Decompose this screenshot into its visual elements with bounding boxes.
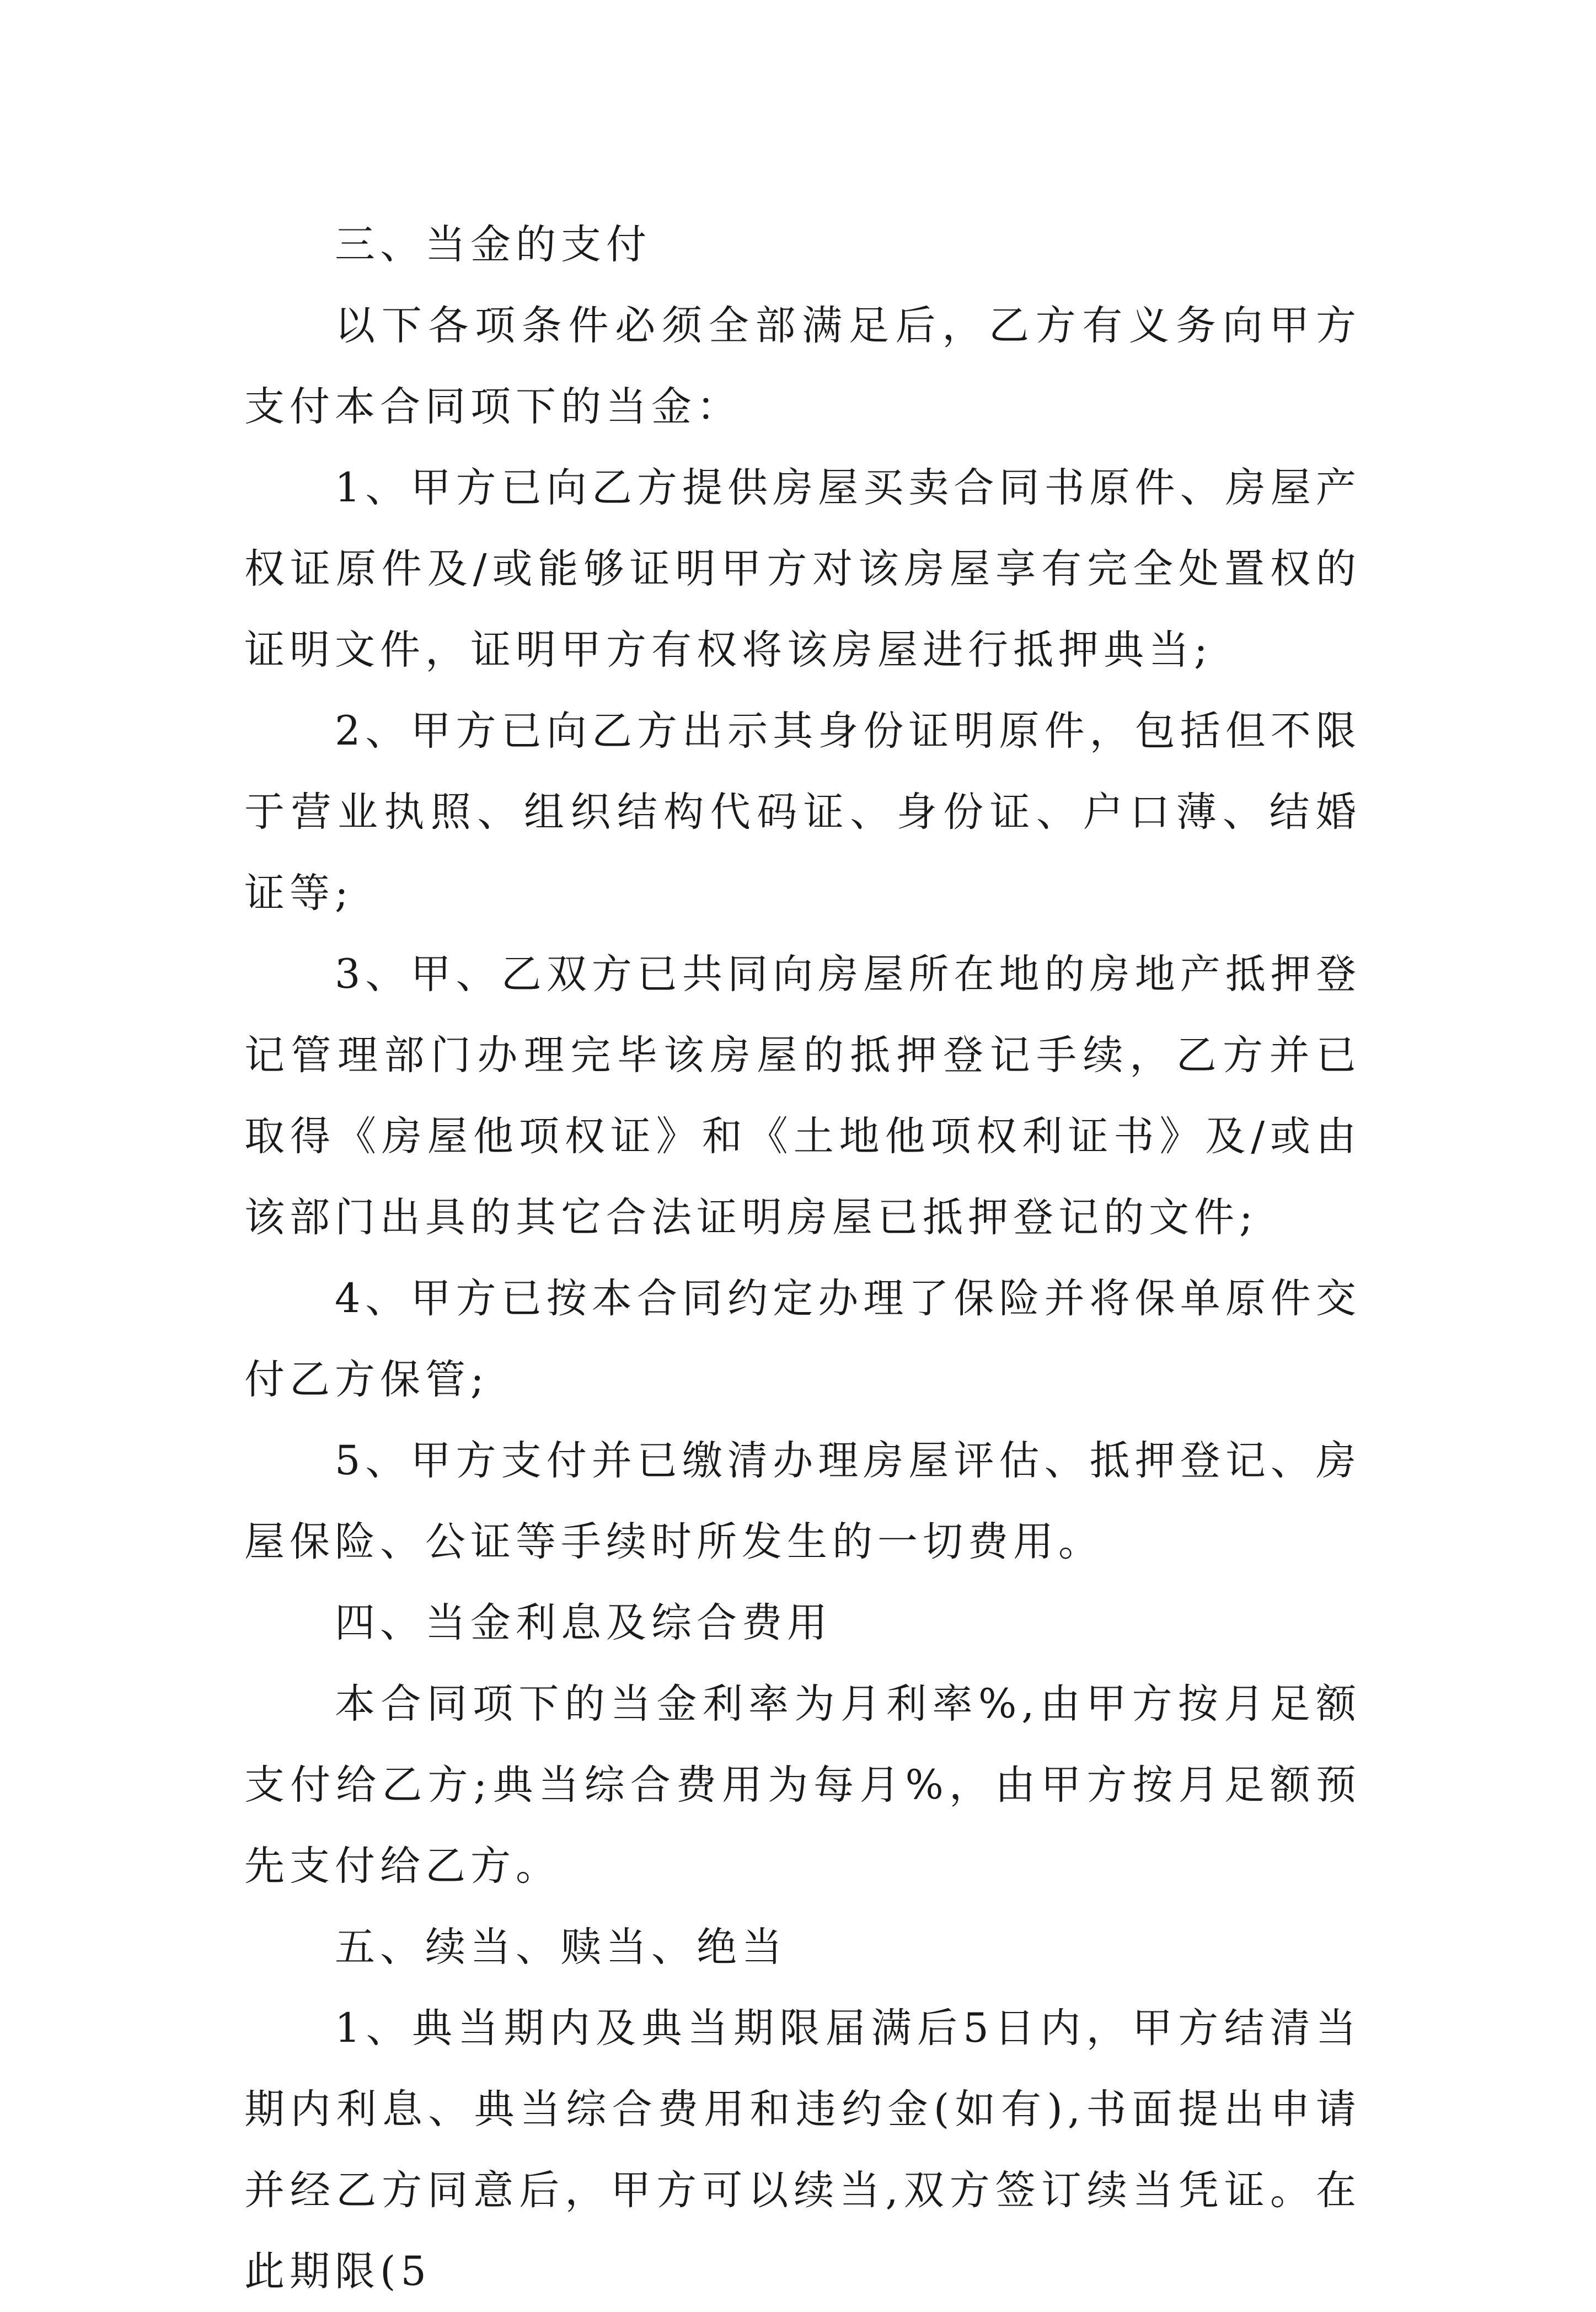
section-heading-renewal: 五、续当、赎当、绝当 <box>335 1924 787 1971</box>
paragraph-interest: 本合同项下的当金利率为月利率%,由甲方按月足额支付给乙方;典当综合费用为每月%，由甲方按月足额预先支付给乙方。 <box>244 1681 1361 1890</box>
list-item-4: 4、甲方已按本合同约定办理了保险并将保单原件交付乙方保管; <box>244 1275 1361 1403</box>
list-item-3: 3、甲、乙双方已共同向房屋所在地的房地产抵押登记管理部门办理完毕该房屋的抵押登记手续，乙方并已取得《房屋他项权证》和《土地他项权利证书》及/或由该部门出具的其它合法证明房屋已抵押登记的文件; <box>244 951 1361 1241</box>
paragraph-conditions: 以下各项条件必须全部满足后，乙方有义务向甲方支付本合同项下的当金： <box>244 302 1361 430</box>
section-heading-interest: 四、当金利息及综合费用 <box>335 1599 832 1646</box>
list-item-1: 1、甲方已向乙方提供房屋买卖合同书原件、房屋产权证原件及/或能够证明甲方对该房屋享有完全处置权的证明文件，证明甲方有权将该房屋进行抵押典当; <box>244 464 1361 673</box>
list-item-renewal-1: 1、典当期内及典当期限届满后5日内，甲方结清当期内利息、典当综合费用和违约金(如有),书面提出申请并经乙方同意后，甲方可以续当,双方签订续当凭证。在此期限(5 <box>244 2005 1361 2295</box>
document-body <box>244 204 1361 2312</box>
section-heading-payment: 三、当金的支付 <box>335 221 651 268</box>
list-item-5: 5、甲方支付并已缴清办理房屋评估、抵押登记、房屋保险、公证等手续时所发生的一切费用。 <box>244 1437 1361 1565</box>
list-item-2: 2、甲方已向乙方出示其身份证明原件，包括但不限于营业执照、组织结构代码证、身份证、户口薄、结婚证等; <box>244 708 1361 917</box>
